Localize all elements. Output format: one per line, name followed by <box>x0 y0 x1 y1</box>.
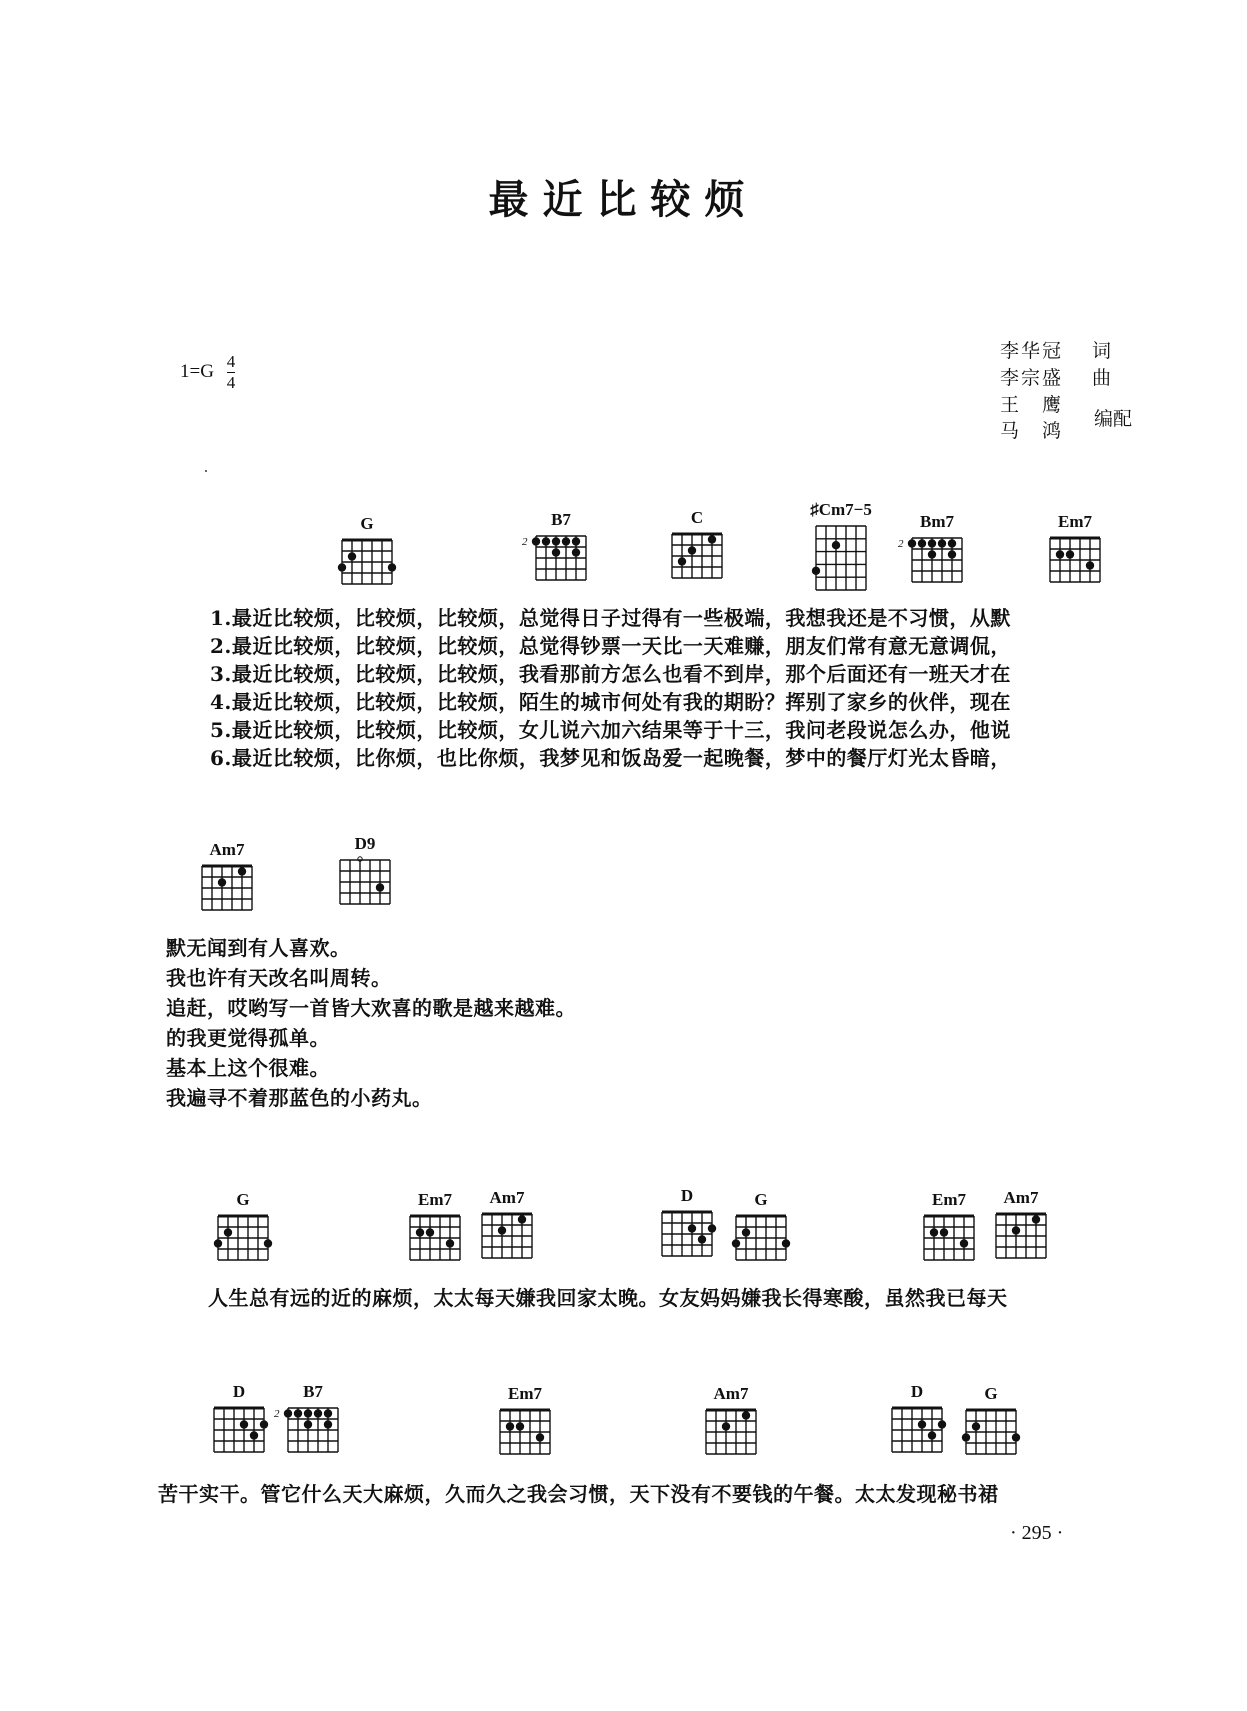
finger-dot <box>832 541 840 549</box>
chord-diagram-g <box>336 514 398 594</box>
finger-dot <box>678 557 686 565</box>
verse-line-3: 3.最近比较烦，比较烦，比较烦，我看那前方怎么也看不到岸，那个后面还有一班天才在 <box>210 662 1011 686</box>
verse-ending-1: 默无闻到有人喜欢。 <box>166 936 351 960</box>
chord-name: G <box>754 1190 768 1209</box>
finger-dot <box>224 1228 232 1236</box>
verse-ending-5: 基本上这个很难。 <box>166 1056 330 1080</box>
chord-name: D9 <box>354 834 376 853</box>
finger-dot <box>518 1215 526 1223</box>
chord-name: G <box>236 1190 250 1209</box>
fret-number: 2 <box>274 1408 280 1420</box>
chord-name: Em7 <box>932 1190 966 1209</box>
finger-dot <box>708 1224 716 1232</box>
chord-name: ♯Cm7−5 <box>810 500 872 519</box>
finger-dot <box>498 1226 506 1234</box>
verse-line-2: 2.最近比较烦，比较烦，比较烦，总觉得钞票一天比一天难赚，朋友们常有意无意调侃， <box>210 634 1011 658</box>
chord-grid <box>990 1210 1052 1264</box>
chord-grid <box>1044 534 1106 588</box>
chord-diagram-d <box>208 1382 270 1462</box>
finger-dot <box>284 1409 292 1417</box>
finger-dot <box>928 550 936 558</box>
finger-dot <box>972 1422 980 1430</box>
chord-grid <box>494 1406 556 1460</box>
finger-dot <box>338 563 346 571</box>
chord-name: C <box>690 508 704 527</box>
finger-dot <box>552 548 560 556</box>
finger-dot <box>250 1431 258 1439</box>
chord-diagram-b7 <box>274 1382 344 1462</box>
song-title: 最近比较烦 <box>488 176 759 223</box>
finger-dot <box>688 546 696 554</box>
chorus-line-2: 苦干实干。管它什么天大麻烦，久而久之我会习惯，天下没有不要钱的午餐。太太发现秘书裙 <box>158 1482 999 1506</box>
chord-diagram-am7 <box>700 1384 762 1464</box>
finger-dot <box>812 567 820 575</box>
chord-diagram-d <box>886 1382 948 1462</box>
finger-dot <box>304 1409 312 1417</box>
finger-dot <box>238 867 246 875</box>
verse-ending-2: 我也许有天改名叫周转。 <box>166 966 392 990</box>
chord-grid <box>810 522 872 596</box>
credit-role: 编配 <box>1094 408 1133 430</box>
chord-diagram-am7 <box>990 1188 1052 1268</box>
finger-dot <box>264 1239 272 1247</box>
credit-name: 李华冠 <box>1000 340 1064 362</box>
verse-line-4: 4.最近比较烦，比较烦，比较烦，陌生的城市何处有我的期盼？挥别了家乡的伙伴，现在 <box>210 690 1011 714</box>
chord-diagram-am7 <box>196 840 258 920</box>
finger-dot <box>1012 1226 1020 1234</box>
time-denominator: 4 <box>226 373 236 392</box>
key-signature <box>180 352 235 393</box>
finger-dot <box>416 1228 424 1236</box>
chord-grid <box>918 1212 980 1266</box>
finger-dot <box>930 1228 938 1236</box>
finger-dot <box>1012 1433 1020 1441</box>
chord-diagram-em7 <box>494 1384 556 1464</box>
finger-dot <box>552 537 560 545</box>
finger-dot <box>260 1420 268 1428</box>
credit-name: 马 鸿 <box>1000 420 1064 442</box>
chord-grid <box>906 534 968 588</box>
chord-grid <box>666 530 728 584</box>
finger-dot <box>324 1420 332 1428</box>
finger-dot <box>376 883 384 891</box>
verse-line-6: 6.最近比较烦，比你烦，也比你烦，我梦见和饭岛爱一起晚餐，梦中的餐厅灯光太昏暗， <box>210 746 1011 770</box>
finger-dot <box>536 1433 544 1441</box>
finger-dot <box>1032 1215 1040 1223</box>
chord-grid <box>960 1406 1022 1460</box>
finger-dot <box>542 537 550 545</box>
finger-dot <box>960 1239 968 1247</box>
finger-dot <box>572 537 580 545</box>
time-signature <box>227 352 236 393</box>
finger-dot <box>948 550 956 558</box>
chord-grid <box>730 1212 792 1266</box>
chord-name: B7 <box>551 510 571 529</box>
chord-name: Bm7 <box>920 512 954 531</box>
chord-grid <box>656 1208 718 1262</box>
finger-dot <box>532 537 540 545</box>
fret-number: 2 <box>522 536 528 548</box>
finger-dot <box>304 1420 312 1428</box>
finger-dot <box>426 1228 434 1236</box>
chord-name: Am7 <box>489 1188 525 1207</box>
finger-dot <box>708 535 716 543</box>
print-speck <box>205 470 207 472</box>
finger-dot <box>314 1409 322 1417</box>
verse-ending-4: 的我更觉得孤单。 <box>166 1026 330 1050</box>
chord-name: D <box>680 1186 694 1205</box>
chord-grid <box>208 1404 270 1458</box>
time-numerator: 4 <box>226 352 236 371</box>
chord-grid <box>404 1212 466 1266</box>
finger-dot <box>782 1239 790 1247</box>
chord-diagram-d9 <box>334 834 396 914</box>
finger-dot <box>940 1228 948 1236</box>
chord-name: Em7 <box>508 1384 542 1403</box>
chord-diagram-cm7-5 <box>810 500 872 580</box>
finger-dot <box>562 537 570 545</box>
chord-name: Em7 <box>1058 512 1092 531</box>
finger-dot <box>294 1409 302 1417</box>
chord-name: Am7 <box>713 1384 749 1403</box>
chord-grid <box>886 1404 948 1458</box>
page-number: · 295 · <box>1010 1522 1064 1544</box>
credit-role: 曲 <box>1092 367 1112 389</box>
verse-line-5: 5.最近比较烦，比较烦，比较烦，女儿说六加六结果等于十三，我问老段说怎么办，他说 <box>210 718 1011 742</box>
finger-dot <box>938 539 946 547</box>
finger-dot <box>742 1228 750 1236</box>
chord-name: Am7 <box>1003 1188 1039 1207</box>
verse-ending-3: 追赶，哎哟写一首皆大欢喜的歌是越来越难。 <box>166 996 576 1020</box>
verse-line-1: 1.最近比较烦，比较烦，比较烦，总觉得日子过得有一些极端，我想我还是不习惯，从默 <box>210 606 1011 630</box>
finger-dot <box>572 548 580 556</box>
finger-dot <box>324 1409 332 1417</box>
finger-dot <box>918 539 926 547</box>
chord-grid <box>476 1210 538 1264</box>
chord-grid <box>196 862 258 916</box>
verse-ending-6: 我遍寻不着那蓝色的小药丸。 <box>166 1086 433 1110</box>
finger-dot <box>948 539 956 547</box>
finger-dot <box>928 1431 936 1439</box>
chord-diagram-g <box>212 1190 274 1270</box>
credit-name: 王 鹰 <box>1000 394 1064 416</box>
credit-role: 词 <box>1092 340 1112 362</box>
chord-diagram-em7 <box>1044 512 1106 592</box>
chord-grid <box>530 532 592 586</box>
finger-dot <box>732 1239 740 1247</box>
credit-composer <box>1000 363 1111 390</box>
chord-grid <box>212 1212 274 1266</box>
credit-arranger-1 <box>1000 390 1092 417</box>
finger-dot <box>506 1422 514 1430</box>
chord-diagram-g <box>960 1384 1022 1464</box>
chord-diagram-d <box>656 1186 718 1266</box>
finger-dot <box>742 1411 750 1419</box>
chord-diagram-c <box>666 508 728 588</box>
chord-name: G <box>984 1384 998 1403</box>
finger-dot <box>962 1433 970 1441</box>
finger-dot <box>938 1420 946 1428</box>
chord-diagram-g <box>730 1190 792 1270</box>
chord-diagram-bm7 <box>898 512 968 592</box>
chord-name: Am7 <box>209 840 245 859</box>
finger-dot <box>1086 561 1094 569</box>
chord-name: D <box>232 1382 246 1401</box>
finger-dot <box>688 1224 696 1232</box>
finger-dot <box>908 539 916 547</box>
finger-dot <box>1066 550 1074 558</box>
finger-dot <box>722 1422 730 1430</box>
chorus-line-1: 人生总有远的近的麻烦，太太每天嫌我回家太晚。女友妈妈嫌我长得寒酸，虽然我已每天 <box>208 1286 1008 1310</box>
finger-dot <box>446 1239 454 1247</box>
chord-name: Em7 <box>418 1190 452 1209</box>
chord-name: D <box>910 1382 924 1401</box>
chord-grid <box>334 856 396 910</box>
key-label: 1=G <box>180 360 214 382</box>
chord-diagram-b7 <box>522 510 592 590</box>
fret-number: 2 <box>898 538 904 550</box>
finger-dot <box>240 1420 248 1428</box>
credit-arrange-role <box>1082 404 1132 431</box>
chord-name: B7 <box>303 1382 323 1401</box>
chord-grid <box>700 1406 762 1460</box>
chord-grid <box>336 536 398 590</box>
finger-dot <box>698 1235 706 1243</box>
credit-lyricist <box>1000 336 1111 363</box>
finger-dot <box>388 563 396 571</box>
chord-name: G <box>360 514 374 533</box>
finger-dot <box>348 552 356 560</box>
finger-dot <box>214 1239 222 1247</box>
chord-grid <box>282 1404 344 1458</box>
finger-dot <box>918 1420 926 1428</box>
credit-name: 李宗盛 <box>1000 367 1064 389</box>
credit-arranger-2 <box>1000 416 1080 443</box>
finger-dot <box>218 878 226 886</box>
finger-dot <box>1056 550 1064 558</box>
finger-dot <box>516 1422 524 1430</box>
finger-dot <box>928 539 936 547</box>
chord-diagram-am7 <box>476 1188 538 1268</box>
